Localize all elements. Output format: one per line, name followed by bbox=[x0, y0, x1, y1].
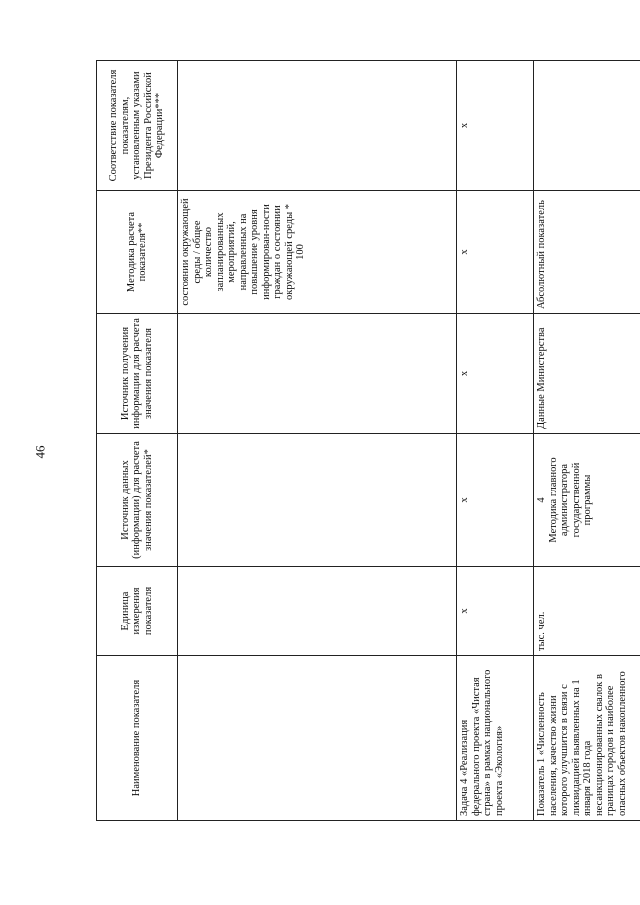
cell-task-unit: х bbox=[457, 567, 534, 656]
indicators-table bbox=[96, 60, 640, 821]
cell-task-name: Задача 4 «Реализация федерального проекта «Чистая страна» в рамках национального проекта «Экология» bbox=[457, 656, 534, 821]
cell-cont-info-source bbox=[178, 314, 457, 434]
cell-ind-method: Абсолютный показатель bbox=[534, 191, 640, 314]
cell-task-method: х bbox=[457, 191, 534, 314]
method-continuation-text: состоянии окружающей среды / общее количество запланированных мероприятий, направленных на повышение уровня информирован-ности граждан о состоянии окружающей среды * 100 bbox=[180, 198, 306, 306]
cell-cont-unit bbox=[178, 567, 457, 656]
table-row-indicator1 bbox=[534, 61, 640, 821]
cell-task-compliance: х bbox=[457, 61, 534, 191]
cell-cont-compliance bbox=[178, 61, 457, 191]
header-method: Методика расчета показателя** bbox=[97, 191, 178, 314]
header-indicator-name: Наименование показателя bbox=[97, 656, 178, 821]
data-source-number: 4 bbox=[536, 497, 547, 503]
cell-ind-data-source bbox=[534, 434, 640, 567]
cell-cont-method bbox=[178, 191, 457, 314]
header-info-source: Источник получения информации для расчета значения показателя bbox=[97, 314, 178, 434]
data-source-text: Методика главного администратора государственной программы bbox=[547, 457, 593, 543]
header-unit: Единица измерения показателя bbox=[97, 567, 178, 656]
page-number: 46 bbox=[32, 445, 48, 459]
cell-ind-name: Показатель 1 «Численность населения, качество жизни которого улучшится в связи с ликвидацией выявленных на 1 января 2018 года несанкционированных свалок в границах городов и наиболее опасных объектов накопленного bbox=[534, 656, 640, 821]
cell-ind-info-source: Данные Министерства bbox=[534, 314, 640, 434]
cell-task-info-source: х bbox=[457, 314, 534, 434]
cell-cont-data-source bbox=[178, 434, 457, 567]
header-compliance: Соответствие показателя показателям, установленным указами Президента Российской Федерации*** bbox=[97, 61, 178, 191]
cell-task-data-source: х bbox=[457, 434, 534, 567]
header-data-source: Источник данных (информации) для расчета значения показателей* bbox=[97, 434, 178, 567]
table-row-continuation bbox=[178, 61, 457, 821]
cell-cont-name bbox=[178, 656, 457, 821]
table-row-task4 bbox=[457, 61, 534, 821]
document-sheet bbox=[96, 61, 632, 821]
cell-ind-unit: тыс. чел. bbox=[534, 567, 640, 656]
table-header-row bbox=[97, 61, 178, 821]
cell-ind-compliance bbox=[534, 61, 640, 191]
